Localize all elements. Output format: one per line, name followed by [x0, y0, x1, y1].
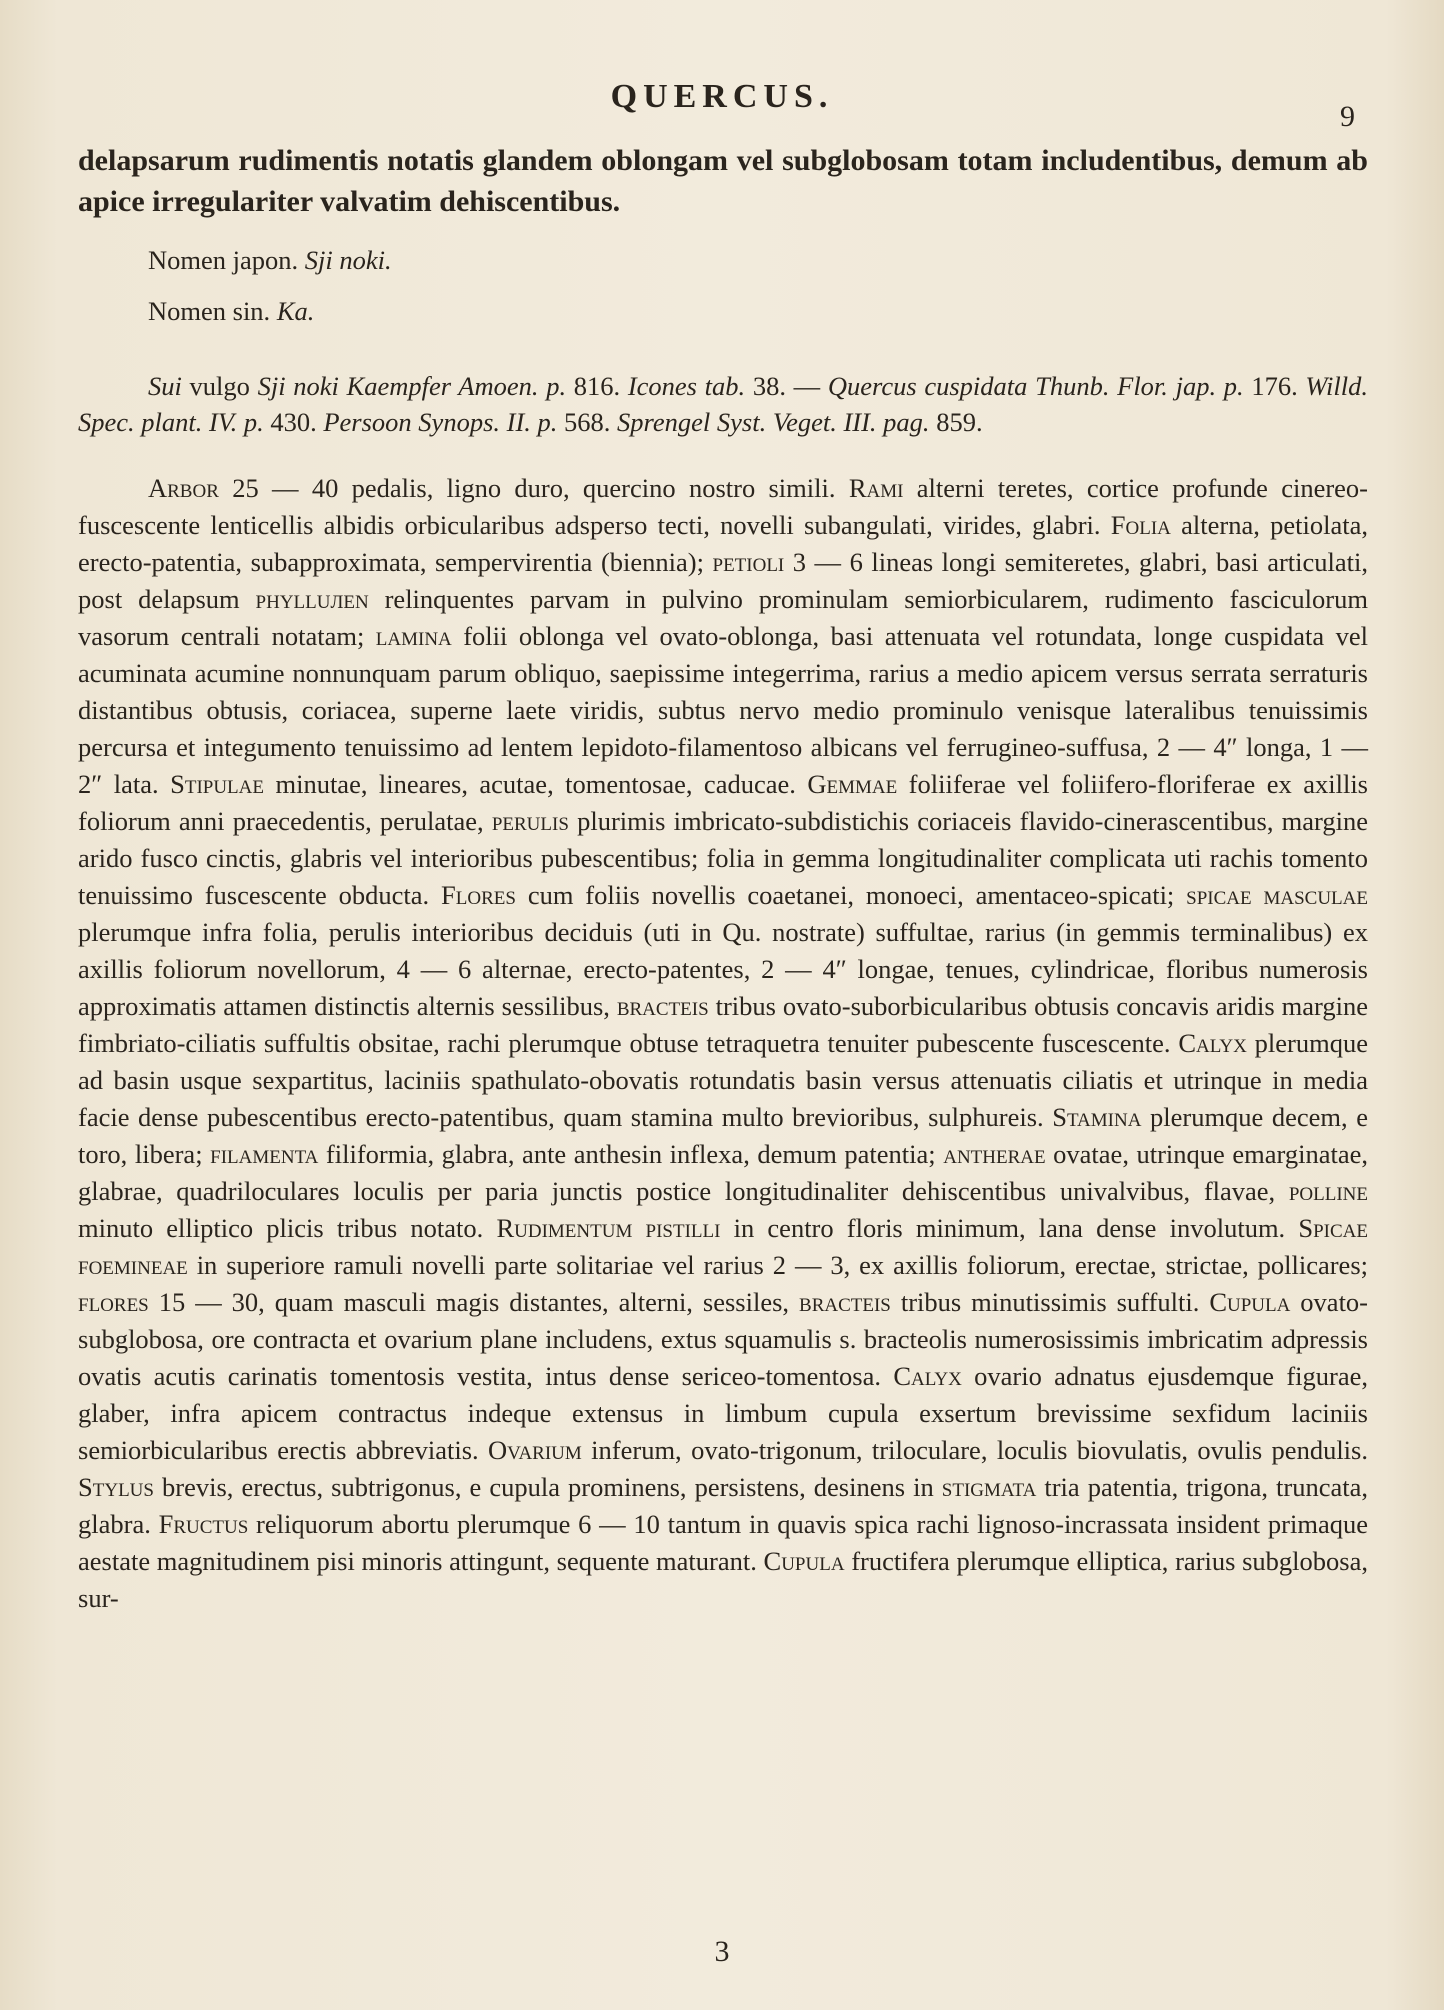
- description-run: Stipulae: [170, 769, 264, 799]
- synonymy-run: Sprengel Syst. Veget. III. pag.: [617, 407, 930, 437]
- lead-paragraph: delapsarum rudimentis notatis glandem oblongam vel subglobosam totam includentibus, demum ab apice irregulariter valvatim dehiscentibus.: [78, 144, 1368, 218]
- description-run: filiformia, glabra, ante anthesin inflexa, demum patentia;: [318, 1139, 944, 1169]
- nomen-japon: [148, 242, 1368, 279]
- description-run: spicae masculae: [1186, 880, 1368, 910]
- nomen-sin: [148, 293, 1368, 330]
- description-run: Stylus: [78, 1472, 154, 1502]
- description-run: lamina: [375, 621, 452, 651]
- synonymy-run: 430.: [263, 407, 324, 437]
- running-head: QUERCUS.: [610, 78, 834, 115]
- synonymy-run: vulgo: [181, 371, 258, 401]
- nomen-japon-label: Nomen japon.: [148, 245, 299, 275]
- description-run: phylluлen: [255, 584, 369, 614]
- description-run: ovario adnatus ejusdemque figurae, glaber, infra apicem contractus indeque extensus in limbum cupula exsertum brevissime sexfidum laciniis semiorbicularibus erectis abbreviatis.: [78, 1361, 1368, 1465]
- description-run: Calyx: [1178, 1028, 1247, 1058]
- description-run: Ovarium: [488, 1435, 582, 1465]
- description-run: in superiore ramuli novelli parte solitariae vel rarius 2 — 3, ex axillis foliorum, erectae, strictae, pollicares;: [187, 1250, 1368, 1280]
- nomen-japon-name: Sji noki.: [304, 245, 392, 275]
- synonymy-run: Sui: [148, 371, 182, 401]
- synonymy-run: 38. —: [745, 371, 828, 401]
- signature-mark: 3: [714, 1935, 730, 1968]
- synonymy-run: Willd. Spec. plant. IV. p.: [78, 371, 1368, 437]
- description-run: plerumque ad basin usque sexpartitus, laciniis spathulato-obovatis rotundatis basin versus attenuatis ciliatis et utrinque in media facie dense pubescentibus erecto-patentibus, quam stamina multo brevioribus, sulphureis.: [78, 1028, 1368, 1132]
- description-run: Folia: [1110, 510, 1171, 540]
- description-run: foliiferae vel foliifero-floriferae ex axillis foliorum anni praecedentis, perulatae,: [78, 769, 1368, 836]
- description-run: cum foliis novellis coaetanei, monoeci, amentaceo-spicati;: [515, 880, 1187, 910]
- description-paragraph: [78, 470, 1368, 1617]
- page-number: 9: [1340, 100, 1355, 133]
- description-run: tria patentia, trigona, truncata, glabra.: [78, 1472, 1368, 1539]
- nomen-sin-name: Ka.: [276, 296, 315, 326]
- description-run: minuto elliptico plicis tribus notato.: [78, 1213, 497, 1243]
- description-run: ovato-subglobosa, ore contracta et ovarium plane includens, extus squamulis s. bracteolis numerosissimis imbricatim adpressis ovatis acutis carinatis tomentosis vestita, intus dense sericeo-tomentosa.: [78, 1287, 1369, 1391]
- description-run: minutae, lineares, acutae, tomentosae, caducae.: [264, 769, 808, 799]
- description-run: inferum, ovato-trigonum, triloculare, loculis biovulatis, ovulis pendulis.: [581, 1435, 1368, 1465]
- synonymy-run: 816.: [566, 371, 628, 401]
- description-run: alterni teretes, cortice profunde cinereo-fuscescente lenticellis albidis orbicularibus adsperso tecti, novelli subangulati, virides, glabri.: [78, 473, 1368, 540]
- description-run: reliquorum abortu plerumque 6 — 10 tantum in quavis spica rachi lignoso-incrassata insident primaque aestate magnitudinem pisi minoris attingunt, sequente maturant.: [78, 1509, 1368, 1576]
- description-run: relinquentes parvam in pulvino prominulam semiorbicularem, rudimento fasciculorum vasorum centrali notatam;: [78, 584, 1368, 651]
- synonymy-run: Sji noki Kaempfer Amoen. p.: [257, 371, 567, 401]
- description-run: polline: [1288, 1176, 1368, 1206]
- description-run: folii oblonga vel ovato-oblonga, basi attenuata vel rotundata, longe cuspidata vel acuminata acumine nonnunquam parum obliquo, saepissime integerrima, rarius a medio apicem versus serrata serraturis distantibus obtusis, coriacea, superne laete viridis, subtus nervo medio prominulo venisque lateralibus tenuissimis percursa et integumento tenuissimo ad lentem lepidoto-filamentoso albicans vel ferrugineo-suffusa, 2 — 4″ longa, 1 — 2″ lata.: [78, 621, 1368, 799]
- description-run: Stamina: [1052, 1102, 1142, 1132]
- description-run: plurimis imbricato-subdistichis coriaceis flavido-cinerascentibus, margine arido fusco cinctis, glabris vel interioribus pubescentibus; folia in gemma longitudinaliter complicata uti rachis tomento tenuissimo fuscescente obducta.: [78, 806, 1368, 910]
- description-run: stigmata: [941, 1472, 1037, 1502]
- synonymy-run: Icones tab.: [627, 371, 746, 401]
- description-run: Calyx: [893, 1361, 962, 1391]
- description-run: Gemmae: [807, 769, 898, 799]
- description-run: fructifera plerumque elliptica, rarius subglobosa, sur-: [78, 1546, 1368, 1613]
- description-run: alterna, petiolata, erecto-patentia, subapproximata, sempervirentia (biennia);: [78, 510, 1368, 577]
- description-run: flores: [78, 1287, 149, 1317]
- description-run: bracteis: [616, 991, 709, 1021]
- description-run: petioli: [712, 547, 785, 577]
- description-run: 3 — 6 lineas longi semiteretes, glabri, basi articulati, post delapsum: [78, 547, 1368, 614]
- description-run: brevis, erectus, subtrigonus, e cupula prominens, persistens, desinens in: [153, 1472, 942, 1502]
- description-run: Cupula: [763, 1546, 845, 1576]
- description-run: Rami: [848, 473, 904, 503]
- description-run: Fructus: [158, 1509, 249, 1539]
- description-run: Spicae foemineae: [78, 1213, 1369, 1280]
- description-run: tribus ovato-suborbicularibus obtusis concavis aridis margine fimbriato-ciliatis suffultis obsitae, rachi plerumque obtuse tetraquetra tenuiter pubescente fuscescente.: [78, 991, 1368, 1058]
- description-run: ovatae, utrinque emarginatae, glabrae, quadriloculares loculis per paria junctis postice longitudinaliter dehiscentibus univalvibus, flavae,: [78, 1139, 1368, 1206]
- description-run: perulis: [491, 806, 569, 836]
- synonymy-run: Persoon Synops. II. p.: [323, 407, 558, 437]
- synonymy-run: 176.: [1243, 371, 1306, 401]
- description-run: filamenta: [210, 1139, 319, 1169]
- synonymy-run: 568.: [557, 407, 618, 437]
- description-run: plerumque decem, e toro, libera;: [78, 1102, 1368, 1169]
- description-run: tribus minutissimis suffulti.: [890, 1287, 1210, 1317]
- description-run: bracteis: [799, 1287, 891, 1317]
- description-run: Flores: [441, 880, 516, 910]
- description-run: Cupula: [1209, 1287, 1291, 1317]
- description-run: plerumque infra folia, perulis interioribus deciduis (uti in Qu. nostrate) suffultae, rarius (in gemmis terminalibus) ex axillis foliorum novellorum, 4 — 6 alternae, erecto-patentes, 2 — 4″ longae, tenues, cylindricae, floribus numerosis approximatis attamen distinctis alternis sessilibus,: [78, 917, 1368, 1021]
- nomen-sin-label: Nomen sin.: [148, 296, 271, 326]
- synonymy-run: 859.: [929, 407, 983, 437]
- description-run: in centro floris minimum, lana dense involutum.: [720, 1213, 1299, 1243]
- description-run: Rudimentum pistilli: [496, 1213, 721, 1243]
- description-run: Arbor: [148, 473, 219, 503]
- synonymy-paragraph: [78, 368, 1368, 440]
- description-run: 15 — 30, quam masculi magis distantes, alterni, sessiles,: [148, 1287, 800, 1317]
- description-run: 25 — 40 pedalis, ligno duro, quercino nostro simili.: [218, 473, 849, 503]
- page-content: [78, 140, 1368, 1617]
- synonymy-run: Quercus cuspidata Thunb. Flor. jap. p.: [827, 371, 1244, 401]
- description-run: antherae: [943, 1139, 1046, 1169]
